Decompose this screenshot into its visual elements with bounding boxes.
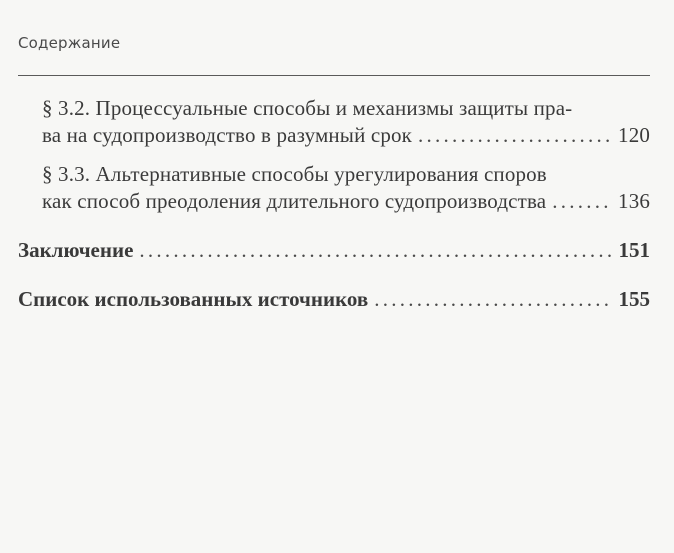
toc-entry-3-3[interactable] (18, 161, 650, 215)
toc-entry-line2 (42, 122, 650, 149)
toc-page-number: 151 (618, 238, 650, 262)
toc-entry-3-2[interactable] (18, 95, 650, 149)
dot-leader (418, 122, 612, 149)
toc-entry-conclusion[interactable] (18, 237, 650, 264)
header-rule (18, 75, 650, 76)
toc-entry-references[interactable] (18, 286, 650, 313)
dot-leader (139, 237, 612, 264)
table-of-contents (18, 95, 650, 335)
toc-entry-title-line2: ва на судопроизводство в разумный срок (42, 123, 412, 147)
dot-leader (552, 188, 612, 215)
toc-page-number: 155 (618, 287, 650, 311)
toc-entry-title-line2: как способ преодоления длительного судопроизводства (42, 189, 547, 213)
toc-entry-title: Список использованных источников (18, 287, 369, 311)
running-header: Содержание (18, 34, 121, 52)
toc-entry-title-line1: § 3.3. Альтернативные способы урегулирования споров (42, 162, 547, 186)
toc-entry-title-line1: § 3.2. Процессуальные способы и механизмы защиты пра- (42, 96, 573, 120)
toc-page-number: 136 (618, 189, 650, 213)
toc-entry-title: Заключение (18, 238, 134, 262)
dot-leader (374, 286, 612, 313)
toc-page-number: 120 (618, 123, 650, 147)
toc-entry-line2 (42, 188, 650, 215)
